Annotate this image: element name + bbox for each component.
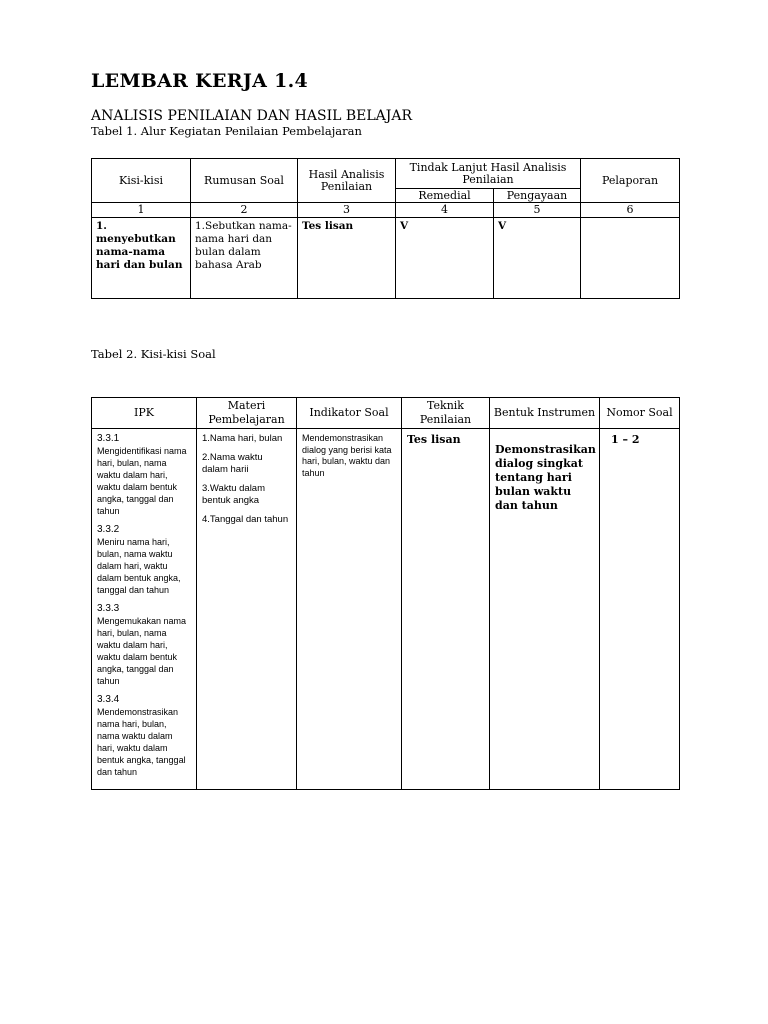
column-number: 3 <box>298 203 396 218</box>
header-ipk: IPK <box>92 398 197 429</box>
cell-pelaporan <box>581 218 680 299</box>
header-rumusan-soal: Rumusan Soal <box>191 159 298 203</box>
header-tindak-lanjut: Tindak Lanjut Hasil Analisis Penilaian <box>396 159 581 189</box>
cell-indikator <box>297 429 402 790</box>
list-item <box>97 433 191 517</box>
list-item: 4.Tanggal dan tahun <box>202 514 289 525</box>
cell-ipk <box>92 429 197 790</box>
cell-bentuk <box>490 429 600 790</box>
header-kisi-kisi: Kisi-kisi <box>92 159 191 203</box>
nomor-text: 1 – 2 <box>611 433 640 446</box>
document-title: LEMBAR KERJA 1.4 <box>91 70 309 92</box>
column-number: 4 <box>396 203 494 218</box>
table1-caption: Tabel 1. Alur Kegiatan Penilaian Pembelajaran <box>91 124 362 138</box>
indikator-text: Mendemonstrasikan dialog yang berisi kata hari, bulan, waktu dan tahun <box>302 433 392 478</box>
table-kisi-kisi-soal <box>91 397 680 790</box>
list-item <box>97 524 191 596</box>
header-indikator: Indikator Soal <box>297 398 402 429</box>
cell-nomor <box>600 429 680 790</box>
header-teknik: Teknik Penilaian <box>402 398 490 429</box>
list-item: 3.Waktu dalam bentuk angka <box>202 483 266 506</box>
table-row <box>92 429 680 790</box>
table2-caption: Tabel 2. Kisi-kisi Soal <box>91 347 216 361</box>
header-nomor: Nomor Soal <box>600 398 680 429</box>
list-item <box>97 694 191 778</box>
cell-pengayaan: V <box>494 218 581 299</box>
table-alur-kegiatan <box>91 158 680 299</box>
column-number: 1 <box>92 203 191 218</box>
column-number: 5 <box>494 203 581 218</box>
teknik-text: Tes lisan <box>407 433 461 446</box>
header-pengayaan: Pengayaan <box>494 189 581 203</box>
column-number: 6 <box>581 203 680 218</box>
header-pelaporan: Pelaporan <box>581 159 680 203</box>
cell-remedial: V <box>396 218 494 299</box>
list-item: 2.Nama waktu dalam harii <box>202 452 263 475</box>
list-item: 1.Nama hari, bulan <box>202 433 283 444</box>
header-hasil-analisis: Hasil Analisis Penilaian <box>298 159 396 203</box>
cell-hasil-analisis: Tes lisan <box>298 218 396 299</box>
ipk-text: Meniru nama hari, bulan, nama waktu dalam hari, waktu dalam bentuk angka, tanggal dan tahun <box>97 537 181 595</box>
ipk-text: Mendemonstrasikan nama hari, bulan, nama waktu dalam hari, waktu dalam bentuk angka, tanggal dan tahun <box>97 707 186 777</box>
bentuk-text: Demonstrasikan dialog singkat tentang hari bulan waktu dan tahun <box>495 443 596 512</box>
ipk-code: 3.3.3 <box>97 603 120 614</box>
header-remedial: Remedial <box>396 189 494 203</box>
ipk-text: Mengidentifikasi nama hari, bulan, nama waktu dalam hari, waktu dalam bentuk angka, tanggal dan tahun <box>97 446 187 516</box>
table-row <box>92 218 680 299</box>
ipk-code: 3.3.2 <box>97 524 120 535</box>
ipk-text: Mengemukakan nama hari, bulan, nama waktu dalam hari, waktu dalam bentuk angka, tanggal dan tahun <box>97 616 187 686</box>
cell-rumusan-soal: 1.Sebutkan nama-nama hari dan bulan dalam bahasa Arab <box>191 218 298 299</box>
list-item <box>97 603 191 687</box>
ipk-code: 3.3.4 <box>97 694 120 705</box>
column-number: 2 <box>191 203 298 218</box>
document-subtitle: ANALISIS PENILAIAN DAN HASIL BELAJAR <box>91 108 413 124</box>
cell-kisi-kisi: 1. menyebutkan nama-nama hari dan bulan <box>92 218 191 299</box>
cell-teknik <box>402 429 490 790</box>
ipk-code: 3.3.1 <box>97 433 120 444</box>
header-bentuk: Bentuk Instrumen <box>490 398 600 429</box>
cell-materi <box>197 429 297 790</box>
header-materi: Materi Pembelajaran <box>197 398 297 429</box>
